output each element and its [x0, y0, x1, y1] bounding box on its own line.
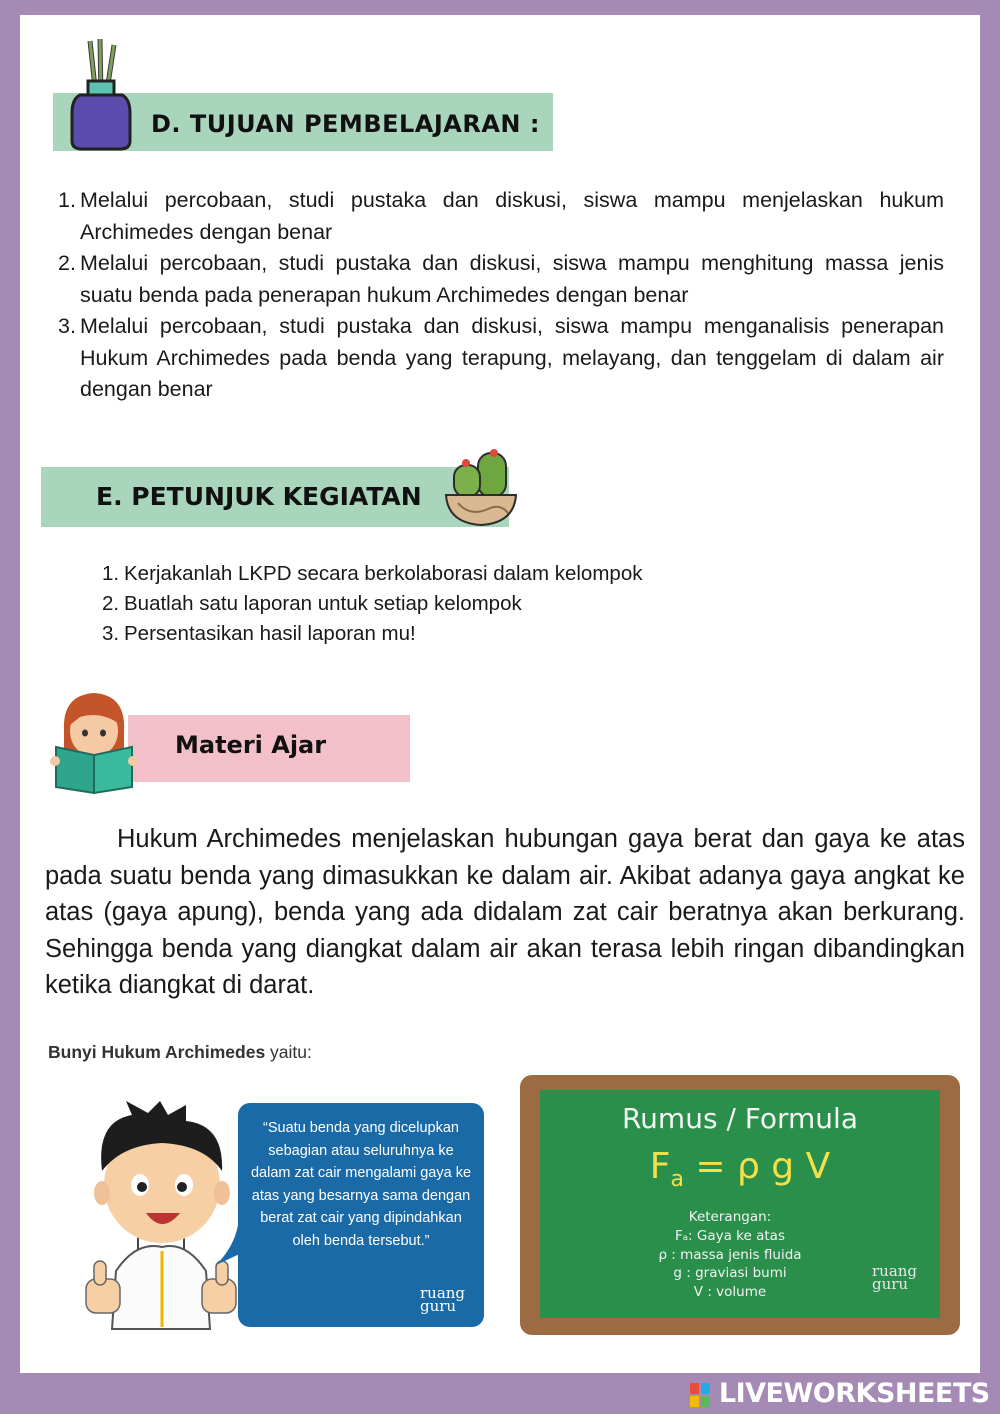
bunyi-label: Bunyi Hukum Archimedes yaitu:	[48, 1042, 312, 1062]
archimedes-quote: “Suatu benda yang dicelupkan sebagian atau seluruhnya ke dalam zat cair mengalami gaya ke atas yang besarnya sama dengan berat zat cair yang dipindahkan oleh benda tersebut.”	[250, 1120, 472, 1249]
formula-blackboard	[520, 1075, 960, 1335]
section-e-title: E. PETUNJUK KEGIATAN	[96, 482, 422, 511]
materi-title: Materi Ajar	[175, 731, 327, 759]
liveworksheets-brand[interactable]: LIVEWORKSHEETS	[690, 1378, 990, 1409]
liveworksheets-logo-icon	[690, 1383, 710, 1407]
formula-expression: $F_a = \rho$ g V	[649, 1146, 831, 1193]
instruction-item-1: 1. Kerjakanlah LKPD secara berkolaborasi dalam kelompok	[102, 562, 643, 585]
objective-item-2: 2. Melalui percobaan, studi pustaka dan diskusi, siswa mampu menghitung massa jenis suatu benda pada penerapan hukum Archimedes dengan benar	[58, 251, 944, 307]
objectives-list	[58, 185, 944, 406]
instructions-list	[102, 559, 802, 649]
objective-item-3: 3. Melalui percobaan, studi pustaka dan diskusi, siswa mampu menganalisis penerapan Hukum Archimedes pada benda yang terapung, melayang, dan tenggelam di dalam air dengan benar	[58, 314, 944, 401]
formula-notes: Keterangan: Fₐ: Gaya ke atas ρ : massa jenis fluida g : graviasi bumi V : volume	[658, 1209, 802, 1301]
quote-bubble	[238, 1103, 484, 1327]
materi-paragraph: Hukum Archimedes menjelaskan hubungan gaya berat dan gaya ke atas pada suatu benda yang dimasukkan ke dalam air. Akibat adanya gaya angkat ke atas (gaya apung), benda yang ada didalam zat cair beratnya akan berkurang. Sehingga benda yang diangkat dalam air akan terasa lebih ringan dibandingkan ketika diangkat di darat.	[45, 825, 965, 999]
blackboard-surface	[540, 1090, 940, 1318]
instruction-item-3: 3. Persentasikan hasil laporan mu!	[102, 622, 416, 645]
objective-item-1: 1. Melalui percobaan, studi pustaka dan diskusi, siswa mampu menjelaskan hukum Archimedes dengan benar	[58, 188, 944, 244]
cactus-pot-icon	[444, 447, 518, 527]
instruction-item-2: 2. Buatlah satu laporan untuk setiap kelompok	[102, 592, 522, 615]
section-e-header	[41, 467, 509, 527]
boy-thumbs-up-icon	[76, 1101, 246, 1341]
worksheet-page	[20, 15, 980, 1373]
girl-reading-icon	[50, 687, 138, 797]
reed-diffuser-icon	[66, 37, 136, 153]
materi-header	[128, 715, 410, 782]
ruangguru-logo: ruang guru	[420, 1284, 466, 1315]
ruangguru-logo-board: ruang guru	[872, 1262, 918, 1293]
section-d-title: D. TUJUAN PEMBELAJARAN :	[151, 110, 540, 138]
formula-title: Rumus / Formula	[621, 1102, 858, 1135]
